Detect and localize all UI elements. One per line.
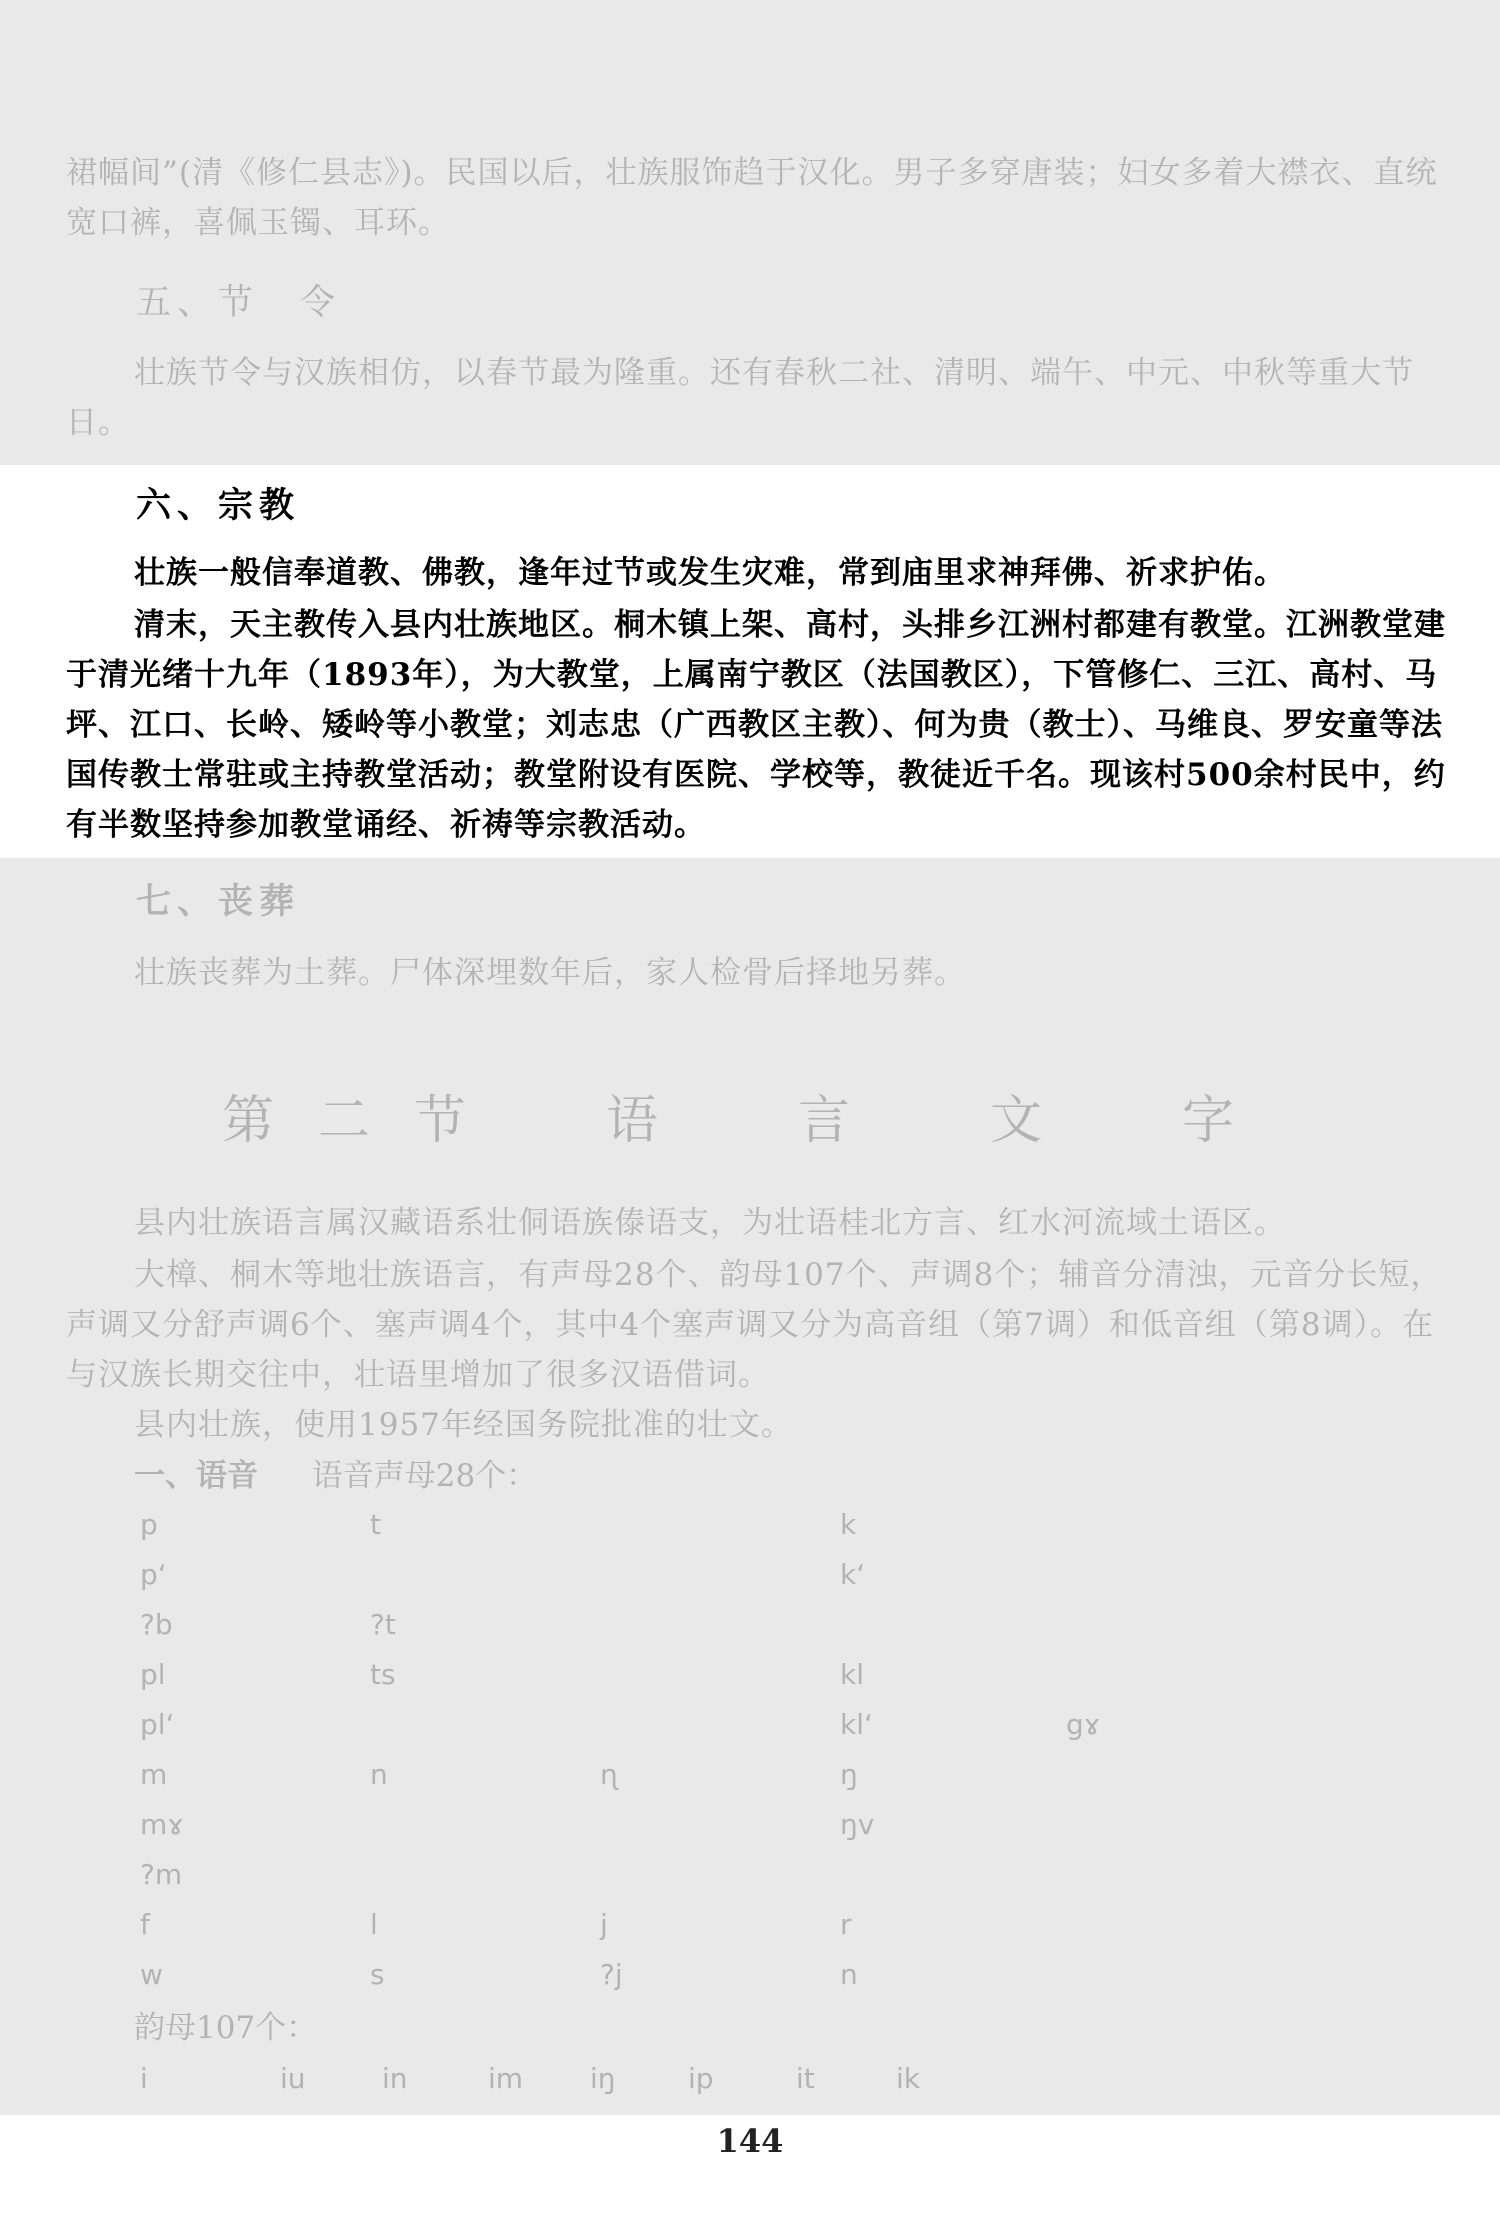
initial-cell: ts bbox=[370, 1658, 396, 1691]
initial-cell: m bbox=[140, 1758, 168, 1791]
language-paragraph-1: 县内壮族语言属汉藏语系壮侗语族傣语支，为壮语桂北方言、红水河流域土语区。 bbox=[134, 1205, 1286, 1241]
initial-cell: pl‘ bbox=[140, 1708, 175, 1741]
initial-cell: ŋv bbox=[840, 1808, 875, 1841]
initial-cell: ?j bbox=[600, 1958, 623, 1991]
language-paragraph-2: 大樟、桐木等地壮族语言，有声母28个、韵母107个、声调8个；辅音分清浊，元音分长短，声调又分舒声调6个、塞声调4个，其中4个塞声调又分为高音组（第7调）和低音组（第8调）。在与汉族长期交往中，壮语里增加了很多汉语借词。 bbox=[66, 1257, 1443, 1393]
initial-cell: k bbox=[840, 1508, 857, 1541]
initial-cell: mɤ bbox=[140, 1808, 184, 1841]
phonetics-heading: 一、语音 bbox=[134, 1458, 258, 1494]
initial-cell: k‘ bbox=[840, 1558, 866, 1591]
initial-cell: w bbox=[140, 1958, 163, 1991]
religion-paragraph-2: 清末，天主教传入县内壮族地区。桐木镇上架、高村，头排乡江洲村都建有教堂。江洲教堂建于清光绪十九年（1893年），为大教堂，上属南宁教区（法国教区），下管修仁、三江、高村、马坪、江口、长岭、矮岭等小教堂；刘志忠（广西教区主教）、何为贵（教士）、马维良、罗安童等法国传教士常驻或主持教堂活动；教堂附设有医院、学校等，教徒近千名。现该村500余村民中，约有半数坚持参加教堂诵经、祈祷等宗教活动。 bbox=[66, 607, 1446, 843]
section-5-body: 壮族节令与汉族相仿，以春节最为隆重。还有春秋二社、清明、端午、中元、中秋等重大节日。 bbox=[66, 355, 1414, 441]
initial-cell: kl‘ bbox=[840, 1708, 873, 1741]
initial-cell: r bbox=[840, 1908, 852, 1941]
initial-cell: p bbox=[140, 1508, 158, 1541]
religion-paragraph-1: 壮族一般信奉道教、佛教，逢年过节或发生灾难，常到庙里求神拜佛、祈求护佑。 bbox=[134, 555, 1286, 591]
initial-cell: kl bbox=[840, 1658, 864, 1691]
initial-cell: p‘ bbox=[140, 1558, 167, 1591]
initial-cell: s bbox=[370, 1958, 385, 1991]
initial-cell: pl bbox=[140, 1658, 166, 1691]
initial-cell: ?t bbox=[370, 1608, 396, 1641]
language-paragraph-3: 县内壮族，使用1957年经国务院批准的壮文。 bbox=[134, 1407, 793, 1443]
initial-cell: j bbox=[600, 1908, 608, 1941]
page-number: 144 bbox=[716, 2122, 784, 2160]
section-6-title: 六、宗教 bbox=[136, 485, 301, 526]
initial-cell: t bbox=[370, 1508, 381, 1541]
initial-cell: ?b bbox=[140, 1608, 173, 1641]
final-cell: ip bbox=[688, 2062, 714, 2095]
final-cell: in bbox=[382, 2062, 408, 2095]
initial-cell: f bbox=[140, 1908, 150, 1941]
initial-cell: ?m bbox=[140, 1858, 183, 1891]
initial-cell: ɳ bbox=[600, 1758, 618, 1791]
initials-label: 语音声母28个： bbox=[311, 1458, 538, 1494]
section-5-title: 五、节 令 bbox=[136, 283, 342, 323]
initial-cell: n bbox=[840, 1958, 858, 1991]
final-cell: im bbox=[488, 2062, 524, 2095]
initial-cell: n bbox=[370, 1758, 388, 1791]
final-cell: i bbox=[140, 2062, 148, 2095]
final-cell: iŋ bbox=[590, 2062, 616, 2095]
final-cell: ik bbox=[896, 2062, 920, 2095]
chapter-section-title: 第二节 语 言 文 字 bbox=[221, 1091, 1278, 1151]
initial-cell: ŋ bbox=[840, 1758, 858, 1791]
final-cell: it bbox=[796, 2062, 815, 2095]
section-7-body: 壮族丧葬为土葬。尸体深埋数年后，家人检骨后择地另葬。 bbox=[134, 955, 966, 991]
clothing-paragraph: 裙幅间”(清《修仁县志》)。民国以后，壮族服饰趋于汉化。男子多穿唐装；妇女多着大襟衣、直统宽口裤，喜佩玉镯、耳环。 bbox=[66, 155, 1438, 241]
initial-cell: gɤ bbox=[1066, 1708, 1101, 1741]
finals-label: 韵母107个： bbox=[134, 2010, 318, 2046]
final-cell: iu bbox=[280, 2062, 306, 2095]
section-7-title: 七、丧葬 bbox=[136, 881, 301, 922]
phonetics-line bbox=[134, 1450, 537, 1495]
initial-cell: l bbox=[370, 1908, 378, 1941]
